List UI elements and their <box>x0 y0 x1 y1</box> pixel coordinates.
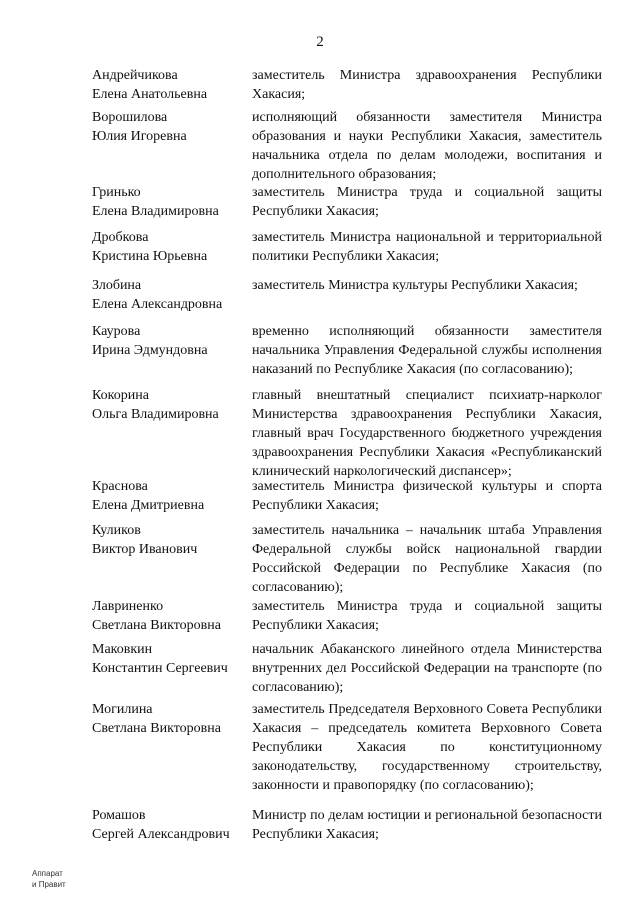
member-role <box>252 276 602 295</box>
member-role-text: начальник Абаканского линейного отдела Министерства внутренних дел Российской Федерации на транспорте (по согласованию); <box>252 642 602 695</box>
member-surname: Могилина <box>92 702 153 717</box>
member-name <box>92 66 242 104</box>
member-name <box>92 521 242 559</box>
member-name <box>92 228 242 266</box>
member-name <box>92 597 242 635</box>
member-role <box>252 322 602 379</box>
member-role-text: заместитель Министра труда и социальной защиты Республики Хакасия; <box>252 185 602 219</box>
member-role-text: главный внештатный специалист психиатр-нарколог Министерства здравоохранения Республики Хакасия, главный врач Государственного бюджетного учреждения здравоохранения Республики Хакасия «Республиканский клинический наркологический диспансер»; <box>252 388 602 479</box>
member-surname: Злобина <box>92 278 142 293</box>
member-role-text: Министр по делам юстиции и региональной безопасности Республики Хакасия; <box>252 808 602 842</box>
member-surname: Каурова <box>92 324 141 339</box>
member-name <box>92 806 242 844</box>
member-surname: Ворошилова <box>92 110 168 125</box>
member-role-text: заместитель Министра здравоохранения Республики Хакасия; <box>252 68 602 102</box>
member-given-names: Ольга Владимировна <box>92 407 219 422</box>
member-role <box>252 183 602 221</box>
member-role <box>252 66 602 104</box>
member-given-names: Елена Александровна <box>92 297 223 312</box>
member-name <box>92 276 242 314</box>
member-role-text: заместитель Министра национальной и территориальной политики Республики Хакасия; <box>252 230 602 264</box>
stamp-line: Аппарат <box>32 869 63 878</box>
member-surname: Андрейчикова <box>92 68 178 83</box>
member-name <box>92 700 242 738</box>
member-surname: Куликов <box>92 523 141 538</box>
member-role <box>252 477 602 515</box>
member-name <box>92 386 242 424</box>
member-surname: Лавриненко <box>92 599 164 614</box>
member-surname: Маковкин <box>92 642 153 657</box>
member-role <box>252 597 602 635</box>
member-role-text: заместитель Председателя Верховного Совета Республики Хакасия – председатель комитета Верховного Совета Республики Хакасия по конституционному законодательству, государственному строительству, законности и правопорядку (по согласованию); <box>252 702 602 793</box>
member-given-names: Сергей Александрович <box>92 827 230 842</box>
member-name <box>92 108 242 146</box>
office-stamp <box>32 868 66 890</box>
member-name <box>92 183 242 221</box>
member-surname: Кокорина <box>92 388 149 403</box>
member-given-names: Елена Дмитриевна <box>92 498 205 513</box>
member-role <box>252 640 602 697</box>
member-surname: Ромашов <box>92 808 146 823</box>
member-role <box>252 700 602 795</box>
member-surname: Гринько <box>92 185 141 200</box>
member-given-names: Кристина Юрьевна <box>92 249 208 264</box>
member-role-text: исполняющий обязанности заместителя Министра образования и науки Республики Хакасия, заместитель начальника отдела по делам молодежи, воспитания и дополнительного образования; <box>252 110 602 182</box>
member-given-names: Елена Владимировна <box>92 204 219 219</box>
member-given-names: Елена Анатольевна <box>92 87 208 102</box>
member-given-names: Виктор Иванович <box>92 542 198 557</box>
member-role <box>252 386 602 481</box>
member-role-text: заместитель Министра культуры Республики Хакасия; <box>252 278 578 293</box>
member-given-names: Светлана Викторовна <box>92 721 221 736</box>
member-given-names: Светлана Викторовна <box>92 618 221 633</box>
page-number: 2 <box>316 34 324 50</box>
member-name <box>92 322 242 360</box>
member-role-text: заместитель Министра физической культуры и спорта Республики Хакасия; <box>252 479 602 513</box>
member-surname: Краснова <box>92 479 148 494</box>
member-name <box>92 477 242 515</box>
member-name <box>92 640 242 678</box>
member-role-text: временно исполняющий обязанности заместителя начальника Управления Федеральной службы исполнения наказаний по Республике Хакасия (по согласованию); <box>252 324 602 377</box>
member-given-names: Ирина Эдмундовна <box>92 343 208 358</box>
member-role <box>252 806 602 844</box>
member-given-names: Юлия Игоревна <box>92 129 187 144</box>
member-given-names: Константин Сергеевич <box>92 661 228 676</box>
stamp-line: и Правит <box>32 880 66 889</box>
member-role-text: заместитель Министра труда и социальной защиты Республики Хакасия; <box>252 599 602 633</box>
member-role <box>252 521 602 597</box>
member-role <box>252 108 602 184</box>
member-role <box>252 228 602 266</box>
member-role-text: заместитель начальника – начальник штаба Управления Федеральной службы войск национальной гвардии Российской Федерации по Республике Хакасия (по согласованию); <box>252 523 602 595</box>
member-surname: Дробкова <box>92 230 149 245</box>
